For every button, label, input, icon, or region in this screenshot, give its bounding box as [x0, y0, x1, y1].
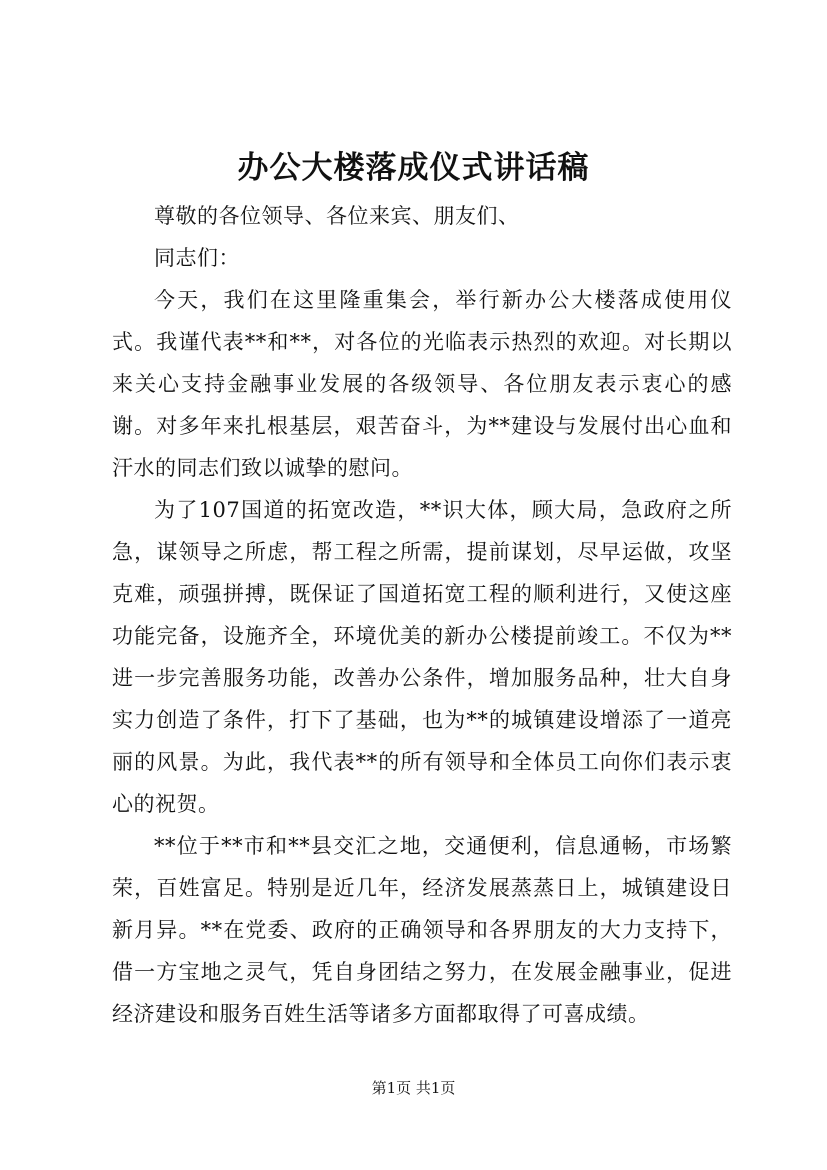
paragraph-2: 为了107国道的拓宽改造，**识大体，顾大局，急政府之所急，谋领导之所虑，帮工程之所需，提前谋划，尽早运做，攻坚克难，顽强拼搏，既保证了国道拓宽工程的顺利进行，又使这座功能完备，设施齐全，环境优美的新办公楼提前竣工。不仅为**进一步完善服务功能，改善办公条件，增加服务品种，壮大自身实力创造了条件，打下了基础，也为**的城镇建设增添了一道亮丽的风景。为此，我代表**的所有领导和全体员工向你们表示衷心的祝贺。	[112, 498, 732, 816]
document-body	[112, 195, 732, 1035]
paragraph-1: 今天，我们在这里隆重集会，举行新办公大楼落成使用仪式。我谨代表**和**，对各位的光临表示热烈的欢迎。对长期以来关心支持金融事业发展的各级领导、各位朋友表示衷心的感谢。对多年来扎根基层，艰苦奋斗，为**建设与发展付出心血和汗水的同志们致以诚挚的慰问。	[112, 288, 732, 480]
page-footer: 第1页 共1页	[371, 1079, 456, 1097]
salutation-line-2: 同志们：	[154, 246, 240, 270]
salutation-line-1: 尊敬的各位领导、各位来宾、朋友们、	[154, 204, 520, 228]
paragraph-3: **位于**市和**县交汇之地，交通便利，信息通畅，市场繁荣，百姓富足。特别是近几年，经济发展蒸蒸日上，城镇建设日新月异。**在党委、政府的正确领导和各界朋友的大力支持下，借一方宝地之灵气，凭自身团结之努力，在发展金融事业，促进经济建设和服务百姓生活等诸多方面都取得了可喜成绩。	[112, 834, 732, 1026]
document-title: 办公大楼落成仪式讲话稿	[237, 150, 590, 186]
